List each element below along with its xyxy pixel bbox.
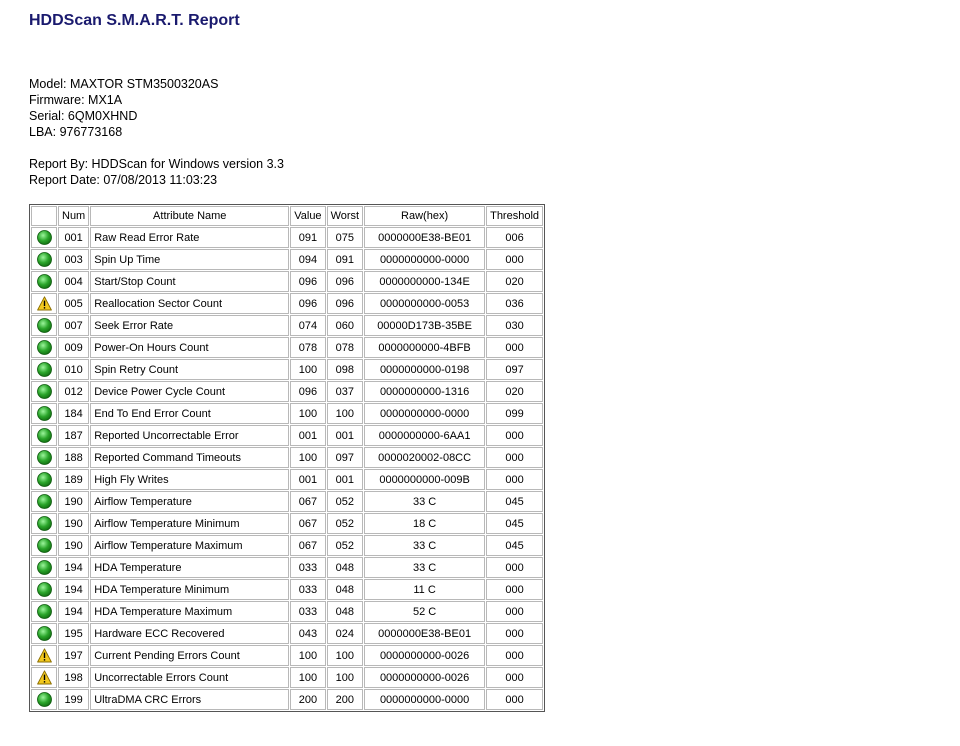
worst-cell: 100 [327,403,364,424]
num-cell: 003 [58,249,89,270]
status-cell [31,645,57,666]
attribute-name-cell: Uncorrectable Errors Count [90,667,289,688]
device-info [29,76,218,140]
attribute-name-cell: Seek Error Rate [90,315,289,336]
status-cell [31,557,57,578]
ok-icon [37,450,52,465]
attribute-name-cell: HDA Temperature [90,557,289,578]
raw-hex-cell: 0000000000-6AA1 [364,425,485,446]
firmware-line: Firmware: MX1A [29,93,123,107]
raw-hex-cell: 0000000000-1316 [364,381,485,402]
raw-hex-cell: 0000000E38-BE01 [364,227,485,248]
attribute-name-cell: UltraDMA CRC Errors [90,689,289,710]
header-worst: Worst [327,206,364,226]
header-threshold: Threshold [486,206,543,226]
raw-hex-cell: 0000000E38-BE01 [364,623,485,644]
ok-icon [37,494,52,509]
num-cell: 184 [58,403,89,424]
table-row [31,557,543,578]
lba-line: LBA: 976773168 [29,125,123,139]
threshold-cell: 000 [486,469,543,490]
attribute-name-cell: HDA Temperature Minimum [90,579,289,600]
worst-cell: 052 [327,513,364,534]
status-cell [31,689,57,710]
attribute-name-cell: Airflow Temperature [90,491,289,512]
status-cell [31,425,57,446]
threshold-cell: 000 [486,579,543,600]
status-cell [31,601,57,622]
num-cell: 004 [58,271,89,292]
num-cell: 195 [58,623,89,644]
value-cell: 100 [290,403,325,424]
table-row [31,293,543,314]
value-cell: 100 [290,359,325,380]
num-cell: 194 [58,601,89,622]
status-cell [31,535,57,556]
raw-hex-cell: 0000000000-0000 [364,403,485,424]
status-cell [31,667,57,688]
status-cell [31,403,57,424]
report-info [29,156,284,188]
attribute-name-cell: Reported Command Timeouts [90,447,289,468]
value-cell: 067 [290,491,325,512]
raw-hex-cell: 0000000000-4BFB [364,337,485,358]
value-cell: 100 [290,447,325,468]
status-cell [31,623,57,644]
value-cell: 033 [290,601,325,622]
raw-hex-cell: 0000000000-0026 [364,667,485,688]
num-cell: 190 [58,535,89,556]
worst-cell: 052 [327,491,364,512]
status-cell [31,491,57,512]
header-attribute-name: Attribute Name [90,206,289,226]
worst-cell: 200 [327,689,364,710]
num-cell: 188 [58,447,89,468]
table-row [31,469,543,490]
ok-icon [37,428,52,443]
header-value: Value [290,206,325,226]
table-row [31,623,543,644]
ok-icon [37,604,52,619]
table-row [31,667,543,688]
worst-cell: 037 [327,381,364,402]
ok-icon [37,406,52,421]
num-cell: 187 [58,425,89,446]
status-cell [31,359,57,380]
attribute-name-cell: Spin Up Time [90,249,289,270]
table-row [31,447,543,468]
table-row [31,271,543,292]
worst-cell: 096 [327,271,364,292]
raw-hex-cell: 52 C [364,601,485,622]
raw-hex-cell: 11 C [364,579,485,600]
ok-icon [37,516,52,531]
threshold-cell: 000 [486,645,543,666]
value-cell: 033 [290,557,325,578]
threshold-cell: 020 [486,381,543,402]
status-cell [31,381,57,402]
report-title: HDDScan S.M.A.R.T. Report [29,12,240,29]
value-cell: 001 [290,469,325,490]
num-cell: 007 [58,315,89,336]
threshold-cell: 045 [486,513,543,534]
value-cell: 091 [290,227,325,248]
threshold-cell: 000 [486,249,543,270]
raw-hex-cell: 0000020002-08CC [364,447,485,468]
worst-cell: 048 [327,557,364,578]
num-cell: 190 [58,513,89,534]
table-row [31,579,543,600]
status-cell [31,315,57,336]
value-cell: 094 [290,249,325,270]
num-cell: 005 [58,293,89,314]
worst-cell: 060 [327,315,364,336]
ok-icon [37,274,52,289]
status-cell [31,337,57,358]
threshold-cell: 000 [486,337,543,358]
raw-hex-cell: 0000000000-0053 [364,293,485,314]
threshold-cell: 000 [486,557,543,578]
table-row [31,513,543,534]
worst-cell: 052 [327,535,364,556]
ok-icon [37,582,52,597]
value-cell: 096 [290,293,325,314]
raw-hex-cell: 0000000000-009B [364,469,485,490]
num-cell: 009 [58,337,89,358]
raw-hex-cell: 0000000000-0000 [364,249,485,270]
table-header-row [31,206,543,226]
table-row [31,535,543,556]
threshold-cell: 045 [486,491,543,512]
worst-cell: 100 [327,645,364,666]
raw-hex-cell: 0000000000-0000 [364,689,485,710]
worst-cell: 048 [327,601,364,622]
table-row [31,645,543,666]
num-cell: 194 [58,579,89,600]
attribute-name-cell: Reallocation Sector Count [90,293,289,314]
worst-cell: 100 [327,667,364,688]
attribute-name-cell: Device Power Cycle Count [90,381,289,402]
table-row [31,381,543,402]
ok-icon [37,538,52,553]
ok-icon [37,230,52,245]
threshold-cell: 000 [486,447,543,468]
table-body [31,227,543,710]
worst-cell: 078 [327,337,364,358]
table-row [31,315,543,336]
status-cell [31,249,57,270]
value-cell: 001 [290,425,325,446]
attribute-name-cell: Power-On Hours Count [90,337,289,358]
attribute-name-cell: Hardware ECC Recovered [90,623,289,644]
value-cell: 067 [290,535,325,556]
status-cell [31,271,57,292]
worst-cell: 097 [327,447,364,468]
header-status [31,206,57,226]
raw-hex-cell: 33 C [364,557,485,578]
num-cell: 190 [58,491,89,512]
ok-icon [37,340,52,355]
threshold-cell: 000 [486,425,543,446]
value-cell: 033 [290,579,325,600]
attribute-name-cell: Start/Stop Count [90,271,289,292]
model-line: Model: MAXTOR STM3500320AS [29,77,219,91]
attribute-name-cell: High Fly Writes [90,469,289,490]
ok-icon [37,560,52,575]
value-cell: 067 [290,513,325,534]
status-cell [31,447,57,468]
raw-hex-cell: 0000000000-134E [364,271,485,292]
value-cell: 200 [290,689,325,710]
attribute-name-cell: Airflow Temperature Maximum [90,535,289,556]
num-cell: 001 [58,227,89,248]
status-cell [31,227,57,248]
ok-icon [37,384,52,399]
table-row [31,249,543,270]
threshold-cell: 000 [486,667,543,688]
threshold-cell: 000 [486,623,543,644]
raw-hex-cell: 00000D173B-35BE [364,315,485,336]
table-row [31,227,543,248]
ok-icon [37,362,52,377]
attribute-name-cell: Current Pending Errors Count [90,645,289,666]
value-cell: 074 [290,315,325,336]
value-cell: 096 [290,381,325,402]
raw-hex-cell: 33 C [364,535,485,556]
worst-cell: 001 [327,425,364,446]
table-row [31,425,543,446]
threshold-cell: 000 [486,601,543,622]
attribute-name-cell: Spin Retry Count [90,359,289,380]
num-cell: 199 [58,689,89,710]
table-row [31,359,543,380]
serial-line: Serial: 6QM0XHND [29,109,138,123]
table-row [31,403,543,424]
threshold-cell: 020 [486,271,543,292]
raw-hex-cell: 0000000000-0026 [364,645,485,666]
status-cell [31,513,57,534]
attribute-name-cell: HDA Temperature Maximum [90,601,289,622]
report-by-line: Report By: HDDScan for Windows version 3.3 [29,157,284,171]
num-cell: 194 [58,557,89,578]
num-cell: 189 [58,469,89,490]
ok-icon [37,626,52,641]
table-row [31,491,543,512]
warning-icon [37,296,52,311]
worst-cell: 098 [327,359,364,380]
status-cell [31,469,57,490]
threshold-cell: 006 [486,227,543,248]
ok-icon [37,318,52,333]
value-cell: 043 [290,623,325,644]
header-raw-hex: Raw(hex) [364,206,485,226]
header-num: Num [58,206,89,226]
worst-cell: 048 [327,579,364,600]
warning-icon [37,648,52,663]
threshold-cell: 045 [486,535,543,556]
table-row [31,601,543,622]
threshold-cell: 030 [486,315,543,336]
threshold-cell: 036 [486,293,543,314]
attribute-name-cell: Reported Uncorrectable Error [90,425,289,446]
worst-cell: 096 [327,293,364,314]
num-cell: 197 [58,645,89,666]
value-cell: 100 [290,645,325,666]
worst-cell: 075 [327,227,364,248]
ok-icon [37,472,52,487]
raw-hex-cell: 18 C [364,513,485,534]
raw-hex-cell: 0000000000-0198 [364,359,485,380]
value-cell: 096 [290,271,325,292]
num-cell: 012 [58,381,89,402]
report-date-line: Report Date: 07/08/2013 11:03:23 [29,173,218,187]
ok-icon [37,692,52,707]
num-cell: 198 [58,667,89,688]
attribute-name-cell: End To End Error Count [90,403,289,424]
table-row [31,689,543,710]
status-cell [31,293,57,314]
table-row [31,337,543,358]
value-cell: 100 [290,667,325,688]
worst-cell: 001 [327,469,364,490]
worst-cell: 091 [327,249,364,270]
attribute-name-cell: Airflow Temperature Minimum [90,513,289,534]
threshold-cell: 097 [486,359,543,380]
num-cell: 010 [58,359,89,380]
status-cell [31,579,57,600]
smart-attributes-table [29,204,545,712]
value-cell: 078 [290,337,325,358]
worst-cell: 024 [327,623,364,644]
attribute-name-cell: Raw Read Error Rate [90,227,289,248]
raw-hex-cell: 33 C [364,491,485,512]
ok-icon [37,252,52,267]
warning-icon [37,670,52,685]
threshold-cell: 099 [486,403,543,424]
threshold-cell: 000 [486,689,543,710]
